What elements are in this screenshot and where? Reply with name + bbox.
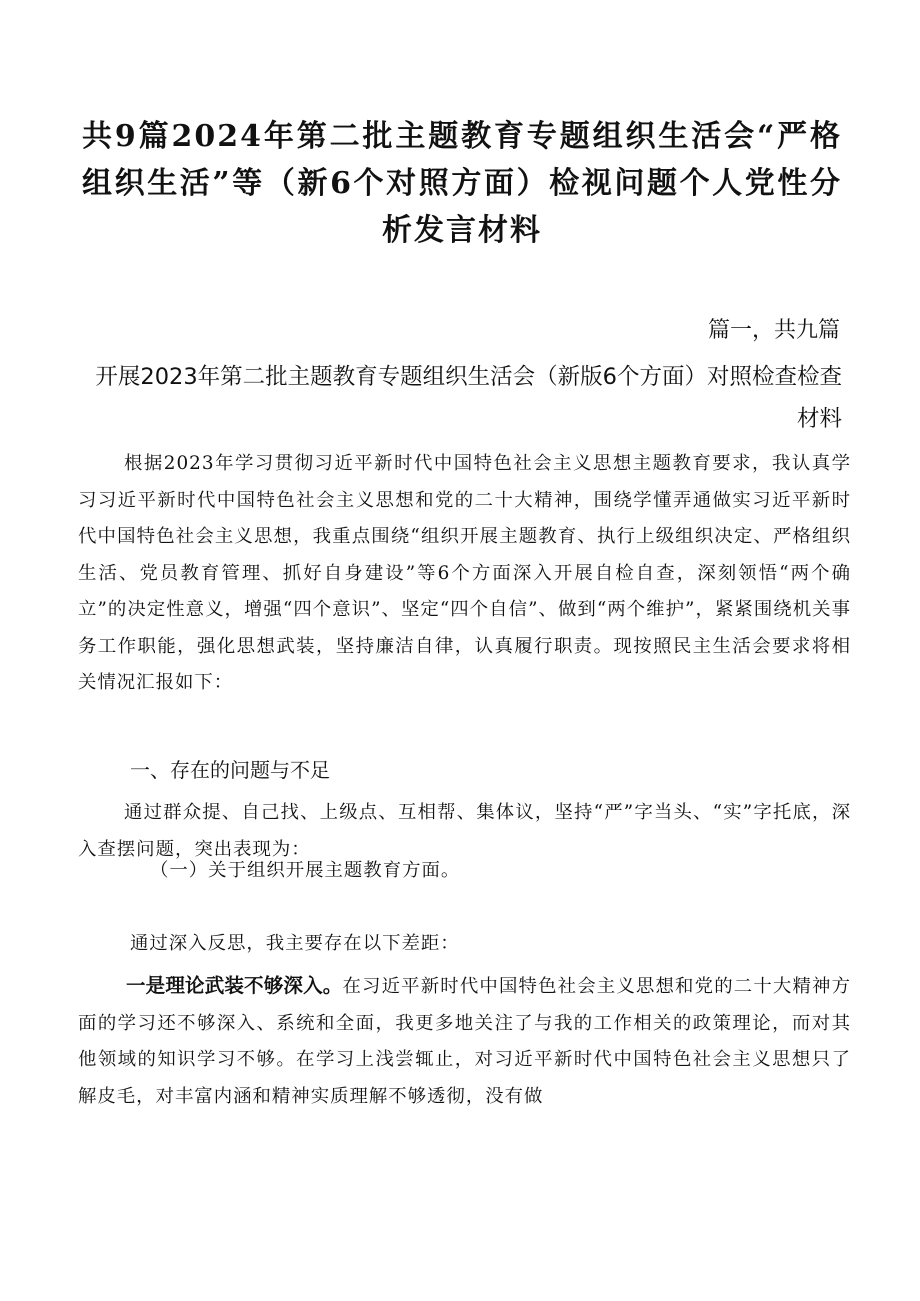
point-1-paragraph [78, 968, 851, 1115]
document-main-title: 共9篇2024年第二批主题教育专题组织生活会“严格组织生活”等（新6个对照方面）检视问题个人党性分析发言材料 [82, 119, 842, 248]
reflection-line: 通过深入反思，我主要存在以下差距： [130, 933, 460, 954]
point-1-body: 在习近平新时代中国特色社会主义思想和党的二十大精神方面的学习还不够深入、系统和全面，我更多地关注了与我的工作相关的政策理论，而对其他领域的知识学习不够。在学习上浅尝辄止，对习近平新时代中国特色社会主义思想只了解皮毛，对丰富内涵和精神实质理解不够透彻，没有做 [78, 976, 851, 1107]
intro-paragraph: 根据2023年学习贯彻习近平新时代中国特色社会主义思想主题教育要求，我认真学习习近平新时代中国特色社会主义思想和党的二十大精神，围绕学懂弄通做实习近平新时代中国特色社会主义思想，我重点围绕“组织开展主题教育、执行上级组织决定、严格组织生活、党员教育管理、抓好自身建设”等6个方面深入开展自检自查，深刻领悟“两个确立”的决定性意义，增强“四个意识”、坚定“四个自信”、做到“两个维护”，紧紧围绕机关事务工作职能，强化思想武装，坚持廉洁自律，认真履行职责。现按照民主生活会要求将相关情况汇报如下： [78, 453, 851, 693]
point-1-lead: 一是理论武装不够深入。 [126, 974, 343, 997]
heading-problems: 一、存在的问题与不足 [130, 758, 330, 782]
section-title: 开展2023年第二批主题教育专题组织生活会（新版6个方面）对照检查检查材料 [95, 364, 842, 432]
problems-paragraph: 通过群众提、自己找、上级点、互相帮、集体议，坚持“严”字当头、“实”字托底，深入查摆问题，突出表现为： [78, 802, 851, 860]
sub-heading-theme-education: （一）关于组织开展主题教育方面。 [150, 860, 461, 881]
document-number-label: 篇一，共九篇 [707, 318, 840, 343]
